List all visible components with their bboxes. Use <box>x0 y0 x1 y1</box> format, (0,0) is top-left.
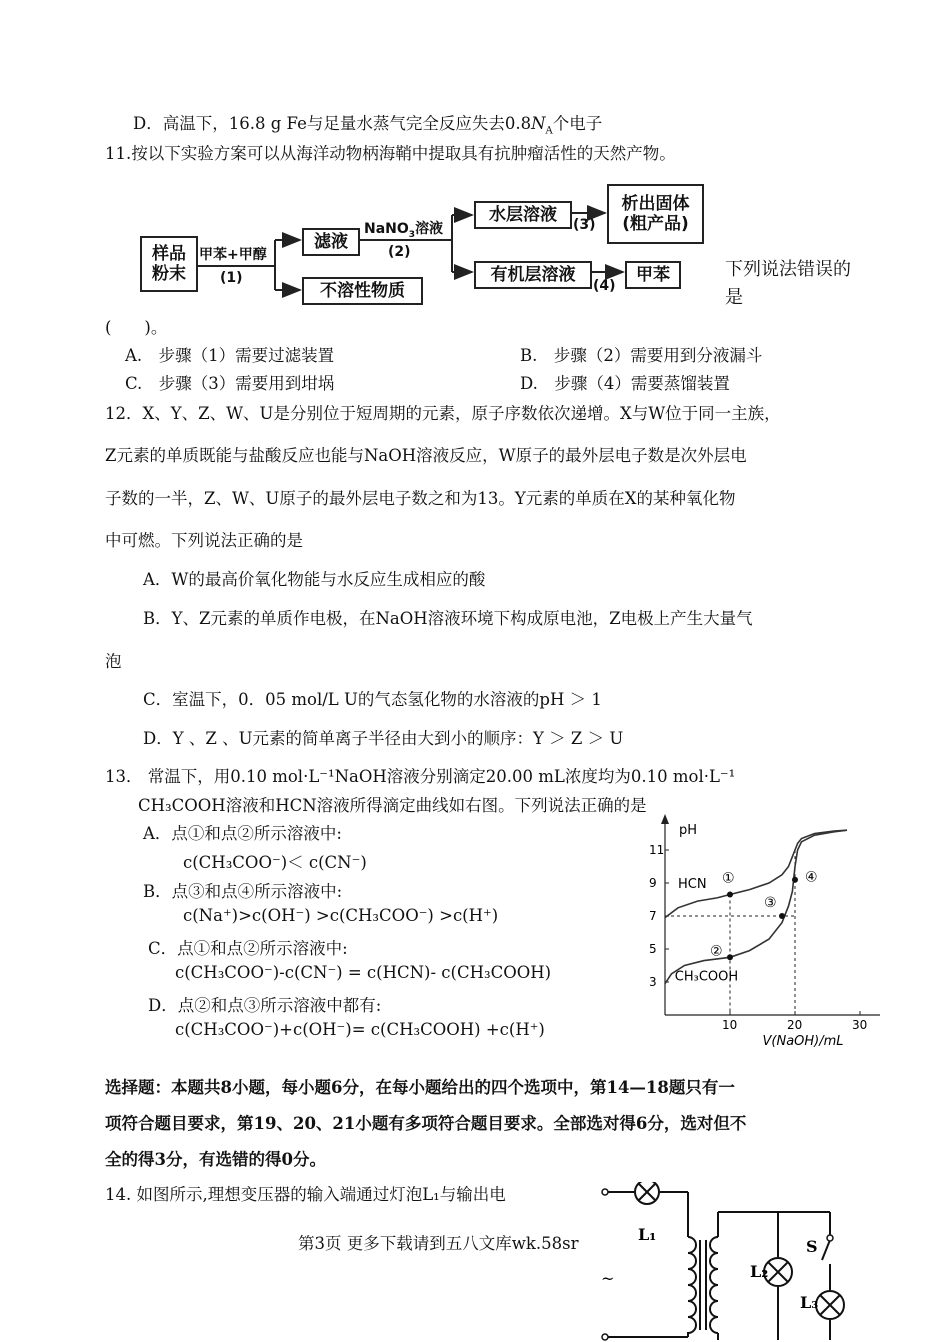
flow-solid-box: 析出固体(粗产品) <box>607 184 704 244</box>
flow-sample-box: 样品粉末 <box>140 236 198 292</box>
series-label-hcn: HCN <box>678 876 707 892</box>
q13-option-a: A．点①和点②所示溶液中: <box>143 824 342 843</box>
y-tick-label: 9 <box>649 876 657 890</box>
q13-line-1: 13． 常温下，用0.10 mol·L⁻¹NaOH溶液分别滴定20.00 mL浓度均为0.10 mol·L⁻¹ <box>105 767 736 786</box>
q13-option-d-expr: c(CH₃COO⁻)+c(OH⁻)= c(CH₃COOH) +c(H⁺) <box>175 1020 545 1039</box>
flow-step2-reagent: NaNO$_3$溶液 <box>364 221 444 240</box>
y-axis-arrow <box>661 814 669 824</box>
series-label-ch3cooh: CH₃COOH <box>674 969 739 985</box>
q12-option-b-line2: 泡 <box>105 652 122 671</box>
q12-line-2: Z元素的单质既能与盐酸反应也能与NaOH溶液反应，W原子的最外层电子数是次外层电 <box>105 446 747 465</box>
x-tick-label: 20 <box>787 1018 803 1032</box>
page-footer: 第3页 更多下载请到五八文库wk.58sr <box>298 1230 578 1254</box>
label-l3: L₃ <box>800 1293 819 1312</box>
q12-line-3: 子数的一半，Z、W、U原子的最外层电子数之和为13。Y元素的单质在X的某种氧化物 <box>105 489 736 508</box>
flow-aqueous-box: 水层溶液 <box>474 201 572 229</box>
label-s: S <box>806 1237 818 1256</box>
q12-option-b-line1: B．Y、Z元素的单质作电极，在NaOH溶液环境下构成原电池，Z电极上产生大量气 <box>143 609 753 628</box>
q13-option-c-expr: c(CH₃COO⁻)-c(CN⁻) = c(HCN)- c(CH₃COOH) <box>175 963 552 982</box>
y-tick-label: 3 <box>649 975 657 989</box>
q13-option-c: C．点①和点②所示溶液中: <box>148 939 348 958</box>
flow-step1-label: (1) <box>220 270 243 286</box>
q13-option-b: B．点③和点④所示溶液中: <box>143 882 343 901</box>
q13-option-d: D．点②和点③所示溶液中都有: <box>148 996 382 1015</box>
input-terminal-top-icon <box>602 1189 608 1195</box>
q12-line-4: 中可燃。下列说法正确的是 <box>105 531 303 550</box>
q11-option-c: C. 步骤（3）需要用到坩埚 <box>125 374 335 393</box>
flow-insoluble-box: 不溶性物质 <box>302 277 423 305</box>
y-axis-label: pH <box>679 823 698 838</box>
y-tick-label: 11 <box>649 843 665 857</box>
x-tick-label: 30 <box>852 1018 868 1032</box>
y-tick-label: 5 <box>649 942 657 956</box>
data-point <box>779 913 785 919</box>
flow-step4-label: (4) <box>593 278 616 294</box>
flow-step3-label: (3) <box>573 217 596 233</box>
q13-option-b-expr: c(Na⁺)>c(OH⁻) >c(CH₃COO⁻) >c(H⁺) <box>183 906 499 925</box>
instructions-line-3: 全的得3分，有选错的得0分。 <box>105 1150 326 1169</box>
q12-line-1: 12．X、Y、Z、W、U是分别位于短周期的元素，原子序数依次递增。X与W位于同一主族， <box>105 404 781 423</box>
bulb-l1-icon <box>635 1182 659 1204</box>
q13-option-a-expr: c(CH₃COO⁻)＜ c(CN⁻) <box>183 853 367 872</box>
ac-source-label: ~ <box>601 1269 615 1288</box>
q12-option-a: A．W的最高价氧化物能与水反应生成相应的酸 <box>143 570 486 589</box>
flow-step1-reagent: 甲苯+甲醇 <box>199 247 267 263</box>
flow-filtrate-box: 滤液 <box>302 228 360 256</box>
flow-toluene-box: 甲苯 <box>625 261 681 289</box>
x-axis-label: V(NaOH)/mL <box>762 1034 844 1049</box>
data-point <box>792 877 798 883</box>
q11-blank: ( )。 <box>105 318 168 337</box>
q11-option-b: B. 步骤（2）需要用到分液漏斗 <box>520 346 763 365</box>
q11-stem: 11.按以下实验方案可以从海洋动物柄海鞘中提取具有抗肿瘤活性的天然产物。 <box>105 144 676 163</box>
x-tick-label: 10 <box>722 1018 738 1032</box>
data-point-label: ② <box>710 943 723 960</box>
q12-option-c: C．室温下，0．05 mol/L U的气态氢化物的水溶液的pH ＞ 1 <box>143 690 602 709</box>
q11-option-a: A. 步骤（1）需要过滤装置 <box>125 346 335 365</box>
label-l2: L₂ <box>750 1262 769 1281</box>
label-l1: L₁ <box>638 1225 657 1244</box>
q13-line-2: CH₃COOH溶液和HCN溶液所得滴定曲线如右图。下列说法正确的是 <box>138 796 647 815</box>
q14-circuit <box>600 1182 890 1342</box>
q11-option-d: D. 步骤（4）需要蒸馏装置 <box>520 374 730 393</box>
data-point-label: ④ <box>805 869 818 886</box>
q12-option-d: D．Y 、Z 、U元素的简单离子半径由大到小的顺序：Y ＞ Z ＞ U <box>143 729 624 748</box>
series-ch3cooh-curve <box>665 830 847 984</box>
bulb-l3-icon <box>816 1291 844 1319</box>
q14-stem: 14. 如图所示,理想变压器的输入端通过灯泡L₁与输出电 <box>105 1185 506 1204</box>
switch-contact-icon <box>827 1235 833 1241</box>
instructions-line-1: 选择题：本题共8小题，每小题6分，在每小题给出的四个选项中，第14—18题只有一 <box>105 1078 735 1097</box>
y-tick-label: 7 <box>649 909 657 923</box>
q11-question-tail: 下列说法错误的是 <box>725 259 851 308</box>
series-hcn-curve <box>665 830 847 917</box>
instructions-line-2: 项符合题目要求，第19、20、21小题有多项符合题目要求。全部选对得6分，选对但不 <box>105 1114 747 1133</box>
data-point-label: ① <box>722 870 735 887</box>
data-point <box>727 954 733 960</box>
q10-option-d: D．高温下，16.8 g Fe与足量水蒸气完全反应失去$0.8N_A$个电子 <box>133 114 603 137</box>
data-point <box>727 892 733 898</box>
input-terminal-bottom-icon <box>602 1334 608 1340</box>
flow-organic-box: 有机层溶液 <box>474 261 592 289</box>
titration-chart <box>640 812 880 1052</box>
flow-step2-label: (2) <box>388 244 411 260</box>
data-point-label: ③ <box>764 895 777 911</box>
